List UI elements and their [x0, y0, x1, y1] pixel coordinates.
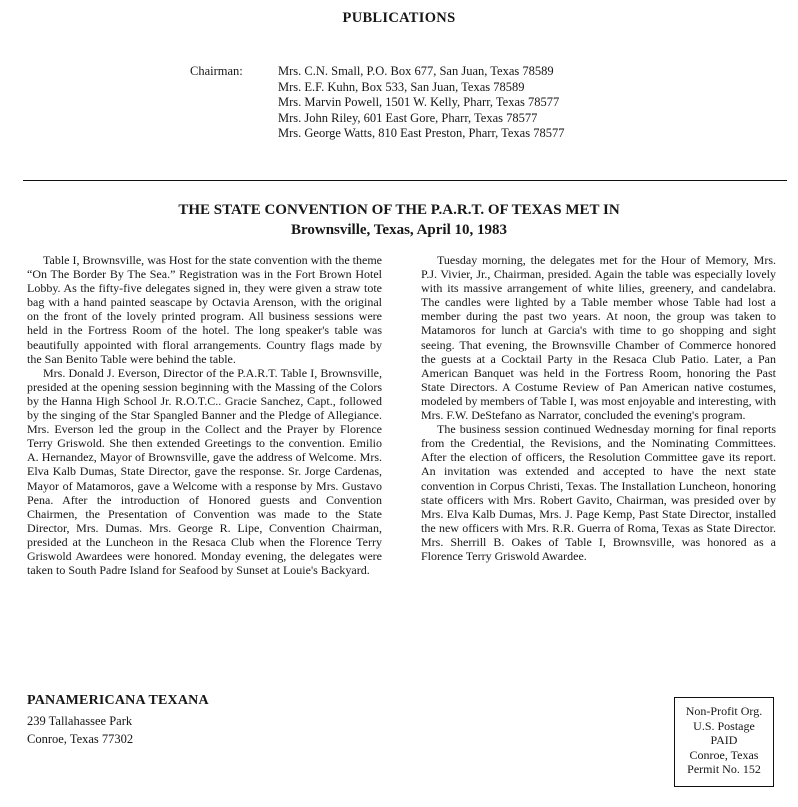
article-title-line: THE STATE CONVENTION OF THE P.A.R.T. OF TEXAS MET IN — [178, 202, 620, 218]
return-address-street: 239 Tallahassee Park — [27, 714, 133, 728]
postage-line: Conroe, Texas — [689, 747, 759, 762]
committee-member: Mrs. C.N. Small, P.O. Box 677, San Juan, Texas 78589 — [278, 64, 554, 78]
return-address-name: PANAMERICANA TEXANA — [27, 693, 209, 708]
article-paragraph: Table I, Brownsville, was Host for the state convention with the theme “On The Border By The Sea.” Registration was in the Fort Brown Hotel Lobby. As the fifty-five delegates signed in, they were given a straw tote bag with a hand painted seascape by Octavia Arenson, with the original on the front of the lovely printed program. All business sessions were held in the Fortress Room of the hotel. The long speaker's table was beautifully appointed with floral arrangements. Country flags made by the San Benito Table were behind the table. — [27, 253, 382, 366]
committee-member-list — [278, 64, 564, 142]
article-column-right — [421, 253, 776, 563]
horizontal-divider — [23, 180, 787, 181]
section-title: PUBLICATIONS — [342, 10, 456, 26]
article-paragraph: The business session continued Wednesday morning for final reports from the Credential, the Revisions, and the Nominating Committees. After the election of officers, the Resolution Committee gave its report. An invitation was extended and accepted to have the next state convention in Corpus Christi, Texas. The Installation Luncheon, honoring state officers with Mrs. Robert Gavito, Chairman, was presided over by Mrs. Elva Kalb Dumas, Mrs. J. Page Kemp, Past State Director, installed the new officers with Mrs. R.R. Guerra of Roma, Texas as State Director. Mrs. Sherrill B. Oakes of Table I, Brownsville, was honored as a Florence Terry Griswold Awardee. — [421, 422, 776, 563]
postage-line: U.S. Postage — [693, 718, 755, 733]
committee-member: Mrs. John Riley, 601 East Gore, Pharr, Texas 78577 — [278, 110, 538, 125]
return-address-city: Conroe, Texas 77302 — [27, 732, 134, 746]
postage-line: PAID — [710, 733, 738, 747]
chairman-label: Chairman: — [190, 64, 243, 78]
postage-line: Non-Profit Org. — [685, 704, 763, 718]
postage-indicia — [674, 697, 774, 787]
article-subtitle: Brownsville, Texas, April 10, 1983 — [290, 222, 507, 238]
committee-member: Mrs. George Watts, 810 East Preston, Pharr, Texas 78577 — [278, 126, 565, 140]
postage-line: Permit No. 152 — [687, 762, 761, 776]
article-paragraph: Mrs. Donald J. Everson, Director of the P.A.R.T. Table I, Brownsville, presided at the opening session beginning with the Massing of the Colors by the Hanna High School Jr. R.O.T.C.. Gracie Sanchez, Capt., followed by the singing of the Star Spangled Banner and the Pledge of Allegiance. Mrs. Everson led the group in the Collect and the Prayer by Florence Terry Griswold. She then extended Greetings to the convention. Emilio A. Hernandez, Mayor of Brownsville, gave the address of Welcome. Mrs. Elva Kalb Dumas, State Director, gave the response. Sr. Jorge Cardenas, Mayor of Matamoros, gave a Welcome with a response by Mrs. Gustavo Pena. After the introduction of Honored guests and Convention Chairmen, the Presentation of Convention was made to the State Director, Mrs. Dumas. Mrs. George R. Lipe, Convention Chairman, presided at the Luncheon in the Resaca Club when the Florence Terry Griswold Awardees were honored. Monday evening, the delegates were taken to South Padre Island for Seafood by Sunset at Louie's Backyard. — [27, 365, 382, 578]
article-column-left — [27, 253, 382, 577]
article-paragraph: Tuesday morning, the delegates met for the Hour of Memory, Mrs. P.J. Vivier, Jr., Chairman, presided. Again the table was especially lovely with its massive arrangement of white lilies, greenery, and candelabra. The candles were lighted by a Table member whose Table had lost a member during the past two years. At noon, the group was taken to Matamoros for lunch at Garcia's with time to go shopping and sight seeing. That evening, the Brownsville Chamber of Commerce honored the guests at a Cocktail Party in the Resaca Club Patio. Later, a Pan American Banquet was held in the Fortress Room, honoring the Past State Directors. A Costume Review of Pan American native costumes, modeled by members of Table I, was most enjoyable and interesting, with Mrs. F.W. DeStefano as Narrator, concluded the evening's program. — [421, 253, 776, 423]
committee-member: Mrs. Marvin Powell, 1501 W. Kelly, Pharr, Texas 78577 — [278, 95, 560, 109]
article-title — [0, 200, 798, 240]
committee-member: Mrs. E.F. Kuhn, Box 533, San Juan, Texas 78589 — [278, 79, 525, 94]
